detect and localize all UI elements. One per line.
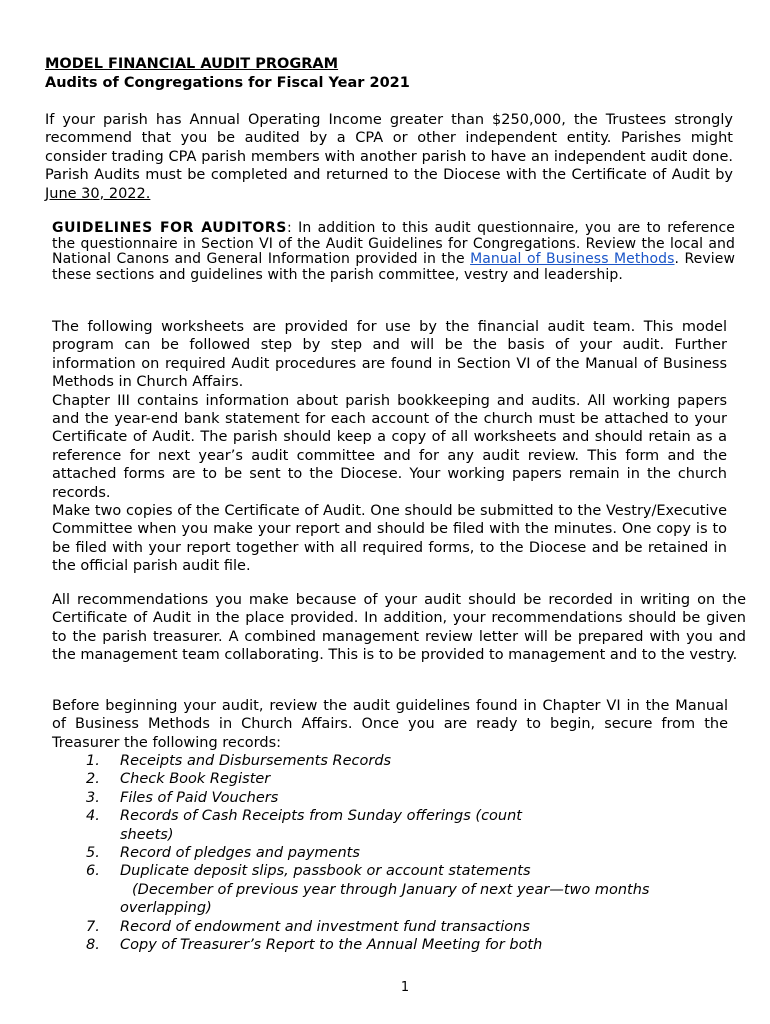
guidelines-text: : In addition to this audit questionnaire, you are to reference the questionnaire in Section VI of the Audit Guidelines for Congregations. Review the local and National Canons and General Information provided in the — [52, 220, 735, 268]
list-text: Record of pledges and payments — [120, 845, 360, 862]
list-item — [0, 918, 680, 936]
list-number: 6. — [86, 863, 100, 880]
list-number: 1. — [86, 753, 100, 769]
list-text: Copy of Treasurer’s Report to the Annual Meeting for both — [120, 937, 543, 954]
list-item — [0, 862, 680, 917]
list-text: Files of Paid Vouchers — [120, 789, 279, 806]
list-text: Receipts and Disbursements Records — [120, 753, 392, 769]
list-number: 2. — [86, 771, 100, 788]
list-item — [0, 844, 680, 862]
guidelines-paragraph — [52, 221, 735, 284]
recommendations-paragraph: All recommendations you make because of your audit should be recorded in writing on the Certificate of Audit in the place provided. In addition, your recommendations should be given to the parish treasurer. A combined management review letter will be prepared with you and the management team collaborating. This is to be provided to management and to the vestry. — [52, 592, 746, 664]
list-number: 7. — [86, 918, 100, 935]
worksheets-section — [52, 318, 727, 576]
list-text: Duplicate deposit slips, passbook or account statements — [120, 863, 531, 880]
guidelines-text-end: . Review these sections and guidelines with the parish committee, vestry and leadership. — [52, 251, 736, 284]
deadline-date: June 30, 2022. — [45, 185, 151, 202]
list-number: 4. — [86, 808, 100, 825]
guidelines-heading: GUIDELINES FOR AUDITORS — [52, 220, 287, 236]
intro-paragraph — [45, 111, 733, 203]
list-item — [0, 936, 680, 954]
list-note: (December of previous year through January of next year—two months overlapping) — [120, 881, 650, 917]
list-number: 8. — [86, 937, 100, 954]
page-number: 1 — [400, 980, 410, 995]
list-item — [0, 789, 680, 807]
manual-link[interactable]: Manual of Business Methods — [470, 251, 675, 268]
list-number: 3. — [86, 789, 100, 806]
records-list — [0, 752, 680, 954]
chapter-iii-paragraph: Chapter III contains information about parish bookkeeping and audits. All working papers and the year-end bank statement for each account of the church must be attached to your Certificate of Audit. The parish should keep a copy of all worksheets and should retain as a reference for next year’s audit committee and for any audit review. This form and the attached forms are to be sent to the Diocese. Your working papers remain in the church records. — [52, 392, 727, 501]
list-item — [0, 807, 545, 844]
before-beginning-paragraph: Before beginning your audit, review the audit guidelines found in Chapter VI in the Manual of Business Methods in Church Affairs. Once you are ready to begin, secure from the Treasurer the following records: — [52, 698, 728, 751]
worksheets-paragraph: The following worksheets are provided for use by the financial audit team. This model program can be followed step by step and will be the basis of your audit. Further information on required Audit procedures are found in Section VI of the Manual of Business Methods in Church Affairs. — [52, 319, 727, 391]
document-title — [45, 55, 410, 93]
list-text: Check Book Register — [120, 771, 271, 788]
program-subtitle: Audits of Congregations for Fiscal Year 2021 — [45, 75, 410, 91]
intro-text: If your parish has Annual Operating Income greater than $250,000, the Trustees strongly recommend that you be audited by a CPA or other independent entity. Parishes might consider trading CPA parish members with another parish to have an independent audit done. Parish Audits must be completed and returned to the Diocese with the Certificate of Audit by — [45, 112, 733, 184]
program-title: MODEL FINANCIAL AUDIT PROGRAM — [45, 56, 339, 72]
list-text: Records of Cash Receipts from Sunday offerings (count sheets) — [120, 808, 522, 843]
list-text: Record of endowment and investment fund transactions — [120, 918, 530, 935]
copies-paragraph: Make two copies of the Certificate of Audit. One should be submitted to the Vestry/Executive Committee when you make your report and should be filed with the minutes. One copy is to be filed with your report together with all required forms, to the Diocese and be retained in the official parish audit file. — [52, 503, 727, 575]
list-number: 5. — [86, 845, 100, 862]
list-item — [0, 752, 680, 770]
list-item — [0, 770, 680, 788]
